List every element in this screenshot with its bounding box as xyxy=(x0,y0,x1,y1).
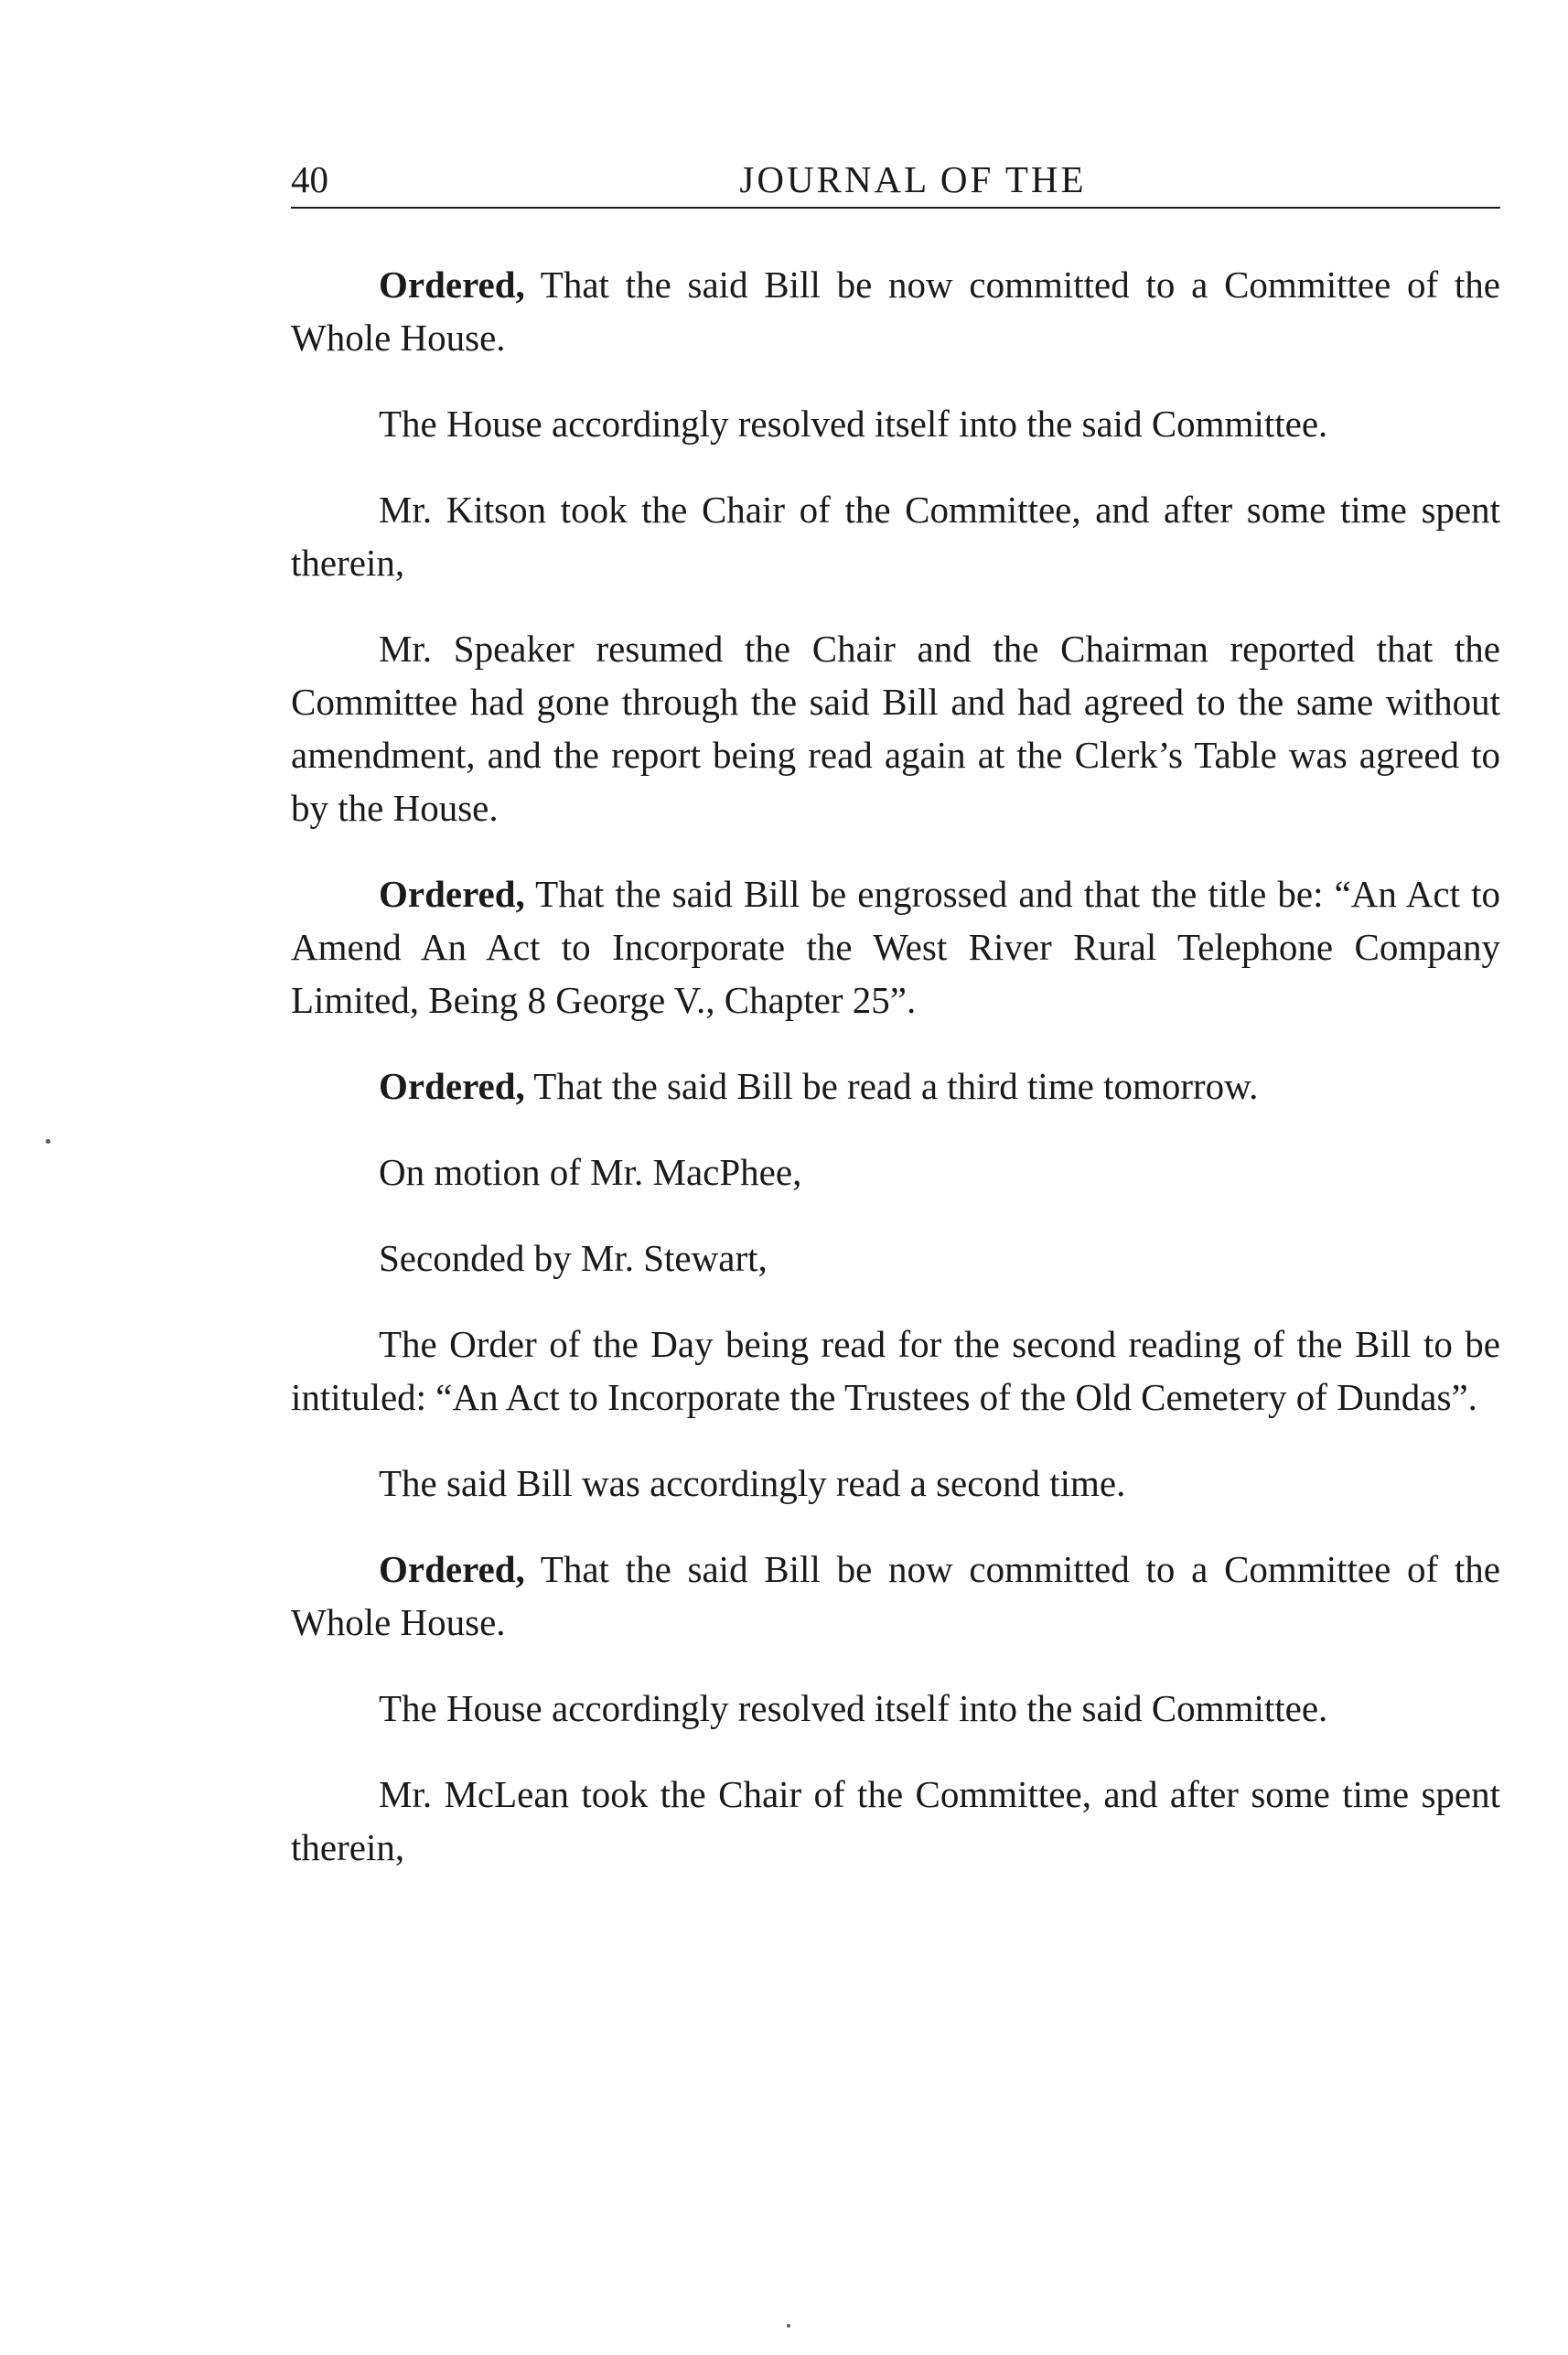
paragraph xyxy=(291,1457,1500,1510)
scan-speck xyxy=(787,2324,790,2328)
paragraph xyxy=(291,1145,1500,1199)
paragraph-text: Seconded by Mr. Stewart, xyxy=(379,1237,768,1279)
paragraph xyxy=(291,1682,1500,1735)
paragraph-lead: Ordered, xyxy=(379,1065,525,1107)
paragraph xyxy=(291,1231,1500,1285)
paragraph-text: That the said Bill be read a third time tomorrow. xyxy=(524,1065,1259,1107)
paragraph-text: That the said Bill be engrossed and that the title be: “An Act to Amend An Act to Incorporate the West River Rural Telephone Company Limited, Being 8 George V., Chapter 25”. xyxy=(291,873,1500,1021)
paragraph xyxy=(291,1768,1500,1874)
paragraph-lead: Ordered, xyxy=(379,1548,525,1590)
paragraph xyxy=(291,483,1500,589)
paragraph-text: The said Bill was accordingly read a second time. xyxy=(379,1462,1126,1504)
paragraph-lead: Ordered, xyxy=(379,873,525,915)
body-text xyxy=(291,258,1500,1907)
paragraph xyxy=(291,1543,1500,1649)
paragraph-text: On motion of Mr. MacPhee, xyxy=(379,1151,802,1193)
paragraph xyxy=(291,397,1500,450)
paragraph-text: The Order of the Day being read for the second reading of the Bill to be intituled: “An Act to Incorporate the Trustees of the Old Cemetery of Dundas”. xyxy=(291,1323,1500,1418)
paragraph-text: Mr. McLean took the Chair of the Committee, and after some time spent therein, xyxy=(291,1773,1500,1868)
page-number: 40 xyxy=(291,158,328,200)
paragraph-text: That the said Bill be now committed to a Committee of the Whole House. xyxy=(291,263,1500,359)
paragraph-lead: Ordered, xyxy=(379,263,525,306)
page-header xyxy=(291,154,1517,205)
paragraph xyxy=(291,258,1500,364)
scan-speck xyxy=(46,1139,50,1144)
paragraph-text: The House accordingly resolved itself into the said Committee. xyxy=(379,403,1328,445)
paragraph-text: The House accordingly resolved itself into the said Committee. xyxy=(379,1687,1328,1729)
header-rule xyxy=(291,207,1500,209)
paragraph xyxy=(291,1059,1500,1113)
paragraph-text: That the said Bill be now committed to a Committee of the Whole House. xyxy=(291,1548,1500,1643)
paragraph xyxy=(291,867,1500,1027)
paragraph xyxy=(291,622,1500,834)
paragraph xyxy=(291,1317,1500,1424)
running-head: JOURNAL OF THE xyxy=(739,158,1087,200)
paragraph-text: Mr. Kitson took the Chair of the Committee, and after some time spent therein, xyxy=(291,489,1500,584)
paragraph-text: Mr. Speaker resumed the Chair and the Chairman reported that the Committee had gone through the said Bill and had agreed to the same without amendment, and the report being read again at the Clerk’s Table was agreed to by the House. xyxy=(291,628,1500,829)
